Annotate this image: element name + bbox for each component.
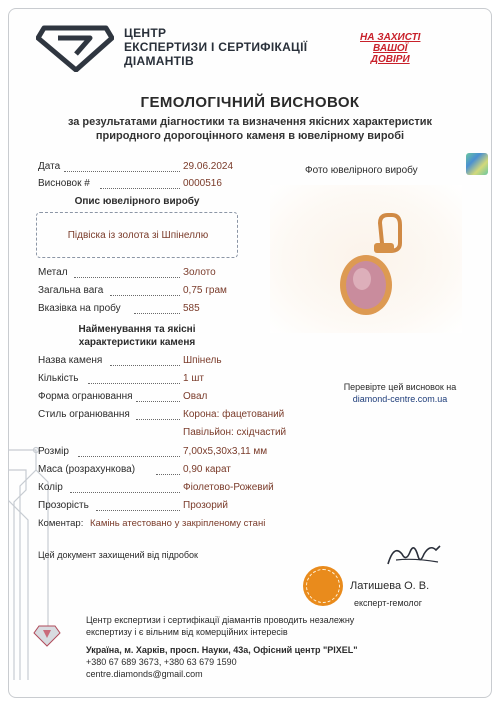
slogan-line-3: ДОВІРИ [370, 54, 410, 65]
verify-url[interactable]: diamond-centre.com.ua [352, 394, 448, 404]
dotted-leader [136, 393, 180, 402]
count-label: Кількість [38, 373, 79, 384]
description-text: Підвіска із золота зі Шпінеллю [67, 230, 209, 241]
hologram-icon [466, 153, 488, 175]
conclusion-value: 0000516 [183, 178, 222, 189]
weight-label: Загальна вага [38, 285, 104, 296]
certificate-card [8, 8, 492, 698]
count-value: 1 шт [183, 373, 204, 384]
org-line-1: ЦЕНТР [124, 26, 167, 40]
slogan-line-2: ВАШОЇ [373, 43, 408, 54]
dotted-leader [100, 180, 180, 189]
org-line-3: ДІАМАНТІВ [124, 54, 194, 68]
stone-name-label: Назва каменя [38, 355, 103, 366]
dotted-leader [134, 305, 180, 314]
verify-block [330, 381, 470, 405]
gem-icon [33, 624, 61, 648]
comment-value: Камінь атестовано у закріпленому стані [90, 518, 266, 529]
dotted-leader [110, 357, 180, 366]
size-value: 7,00х5,30х3,11 мм [183, 446, 268, 457]
weight-value: 0,75 грам [183, 285, 227, 296]
style-label: Стиль огранювання [38, 409, 130, 420]
signature-image [384, 540, 444, 572]
color-value: Фіолетово-Рожевий [183, 482, 274, 493]
subtitle-line-2: природного дорогоцінного каменя в ювелірному виробі [95, 130, 405, 142]
footer-line-1: Центр експертизи і сертифікації діамантів проводить незалежну [86, 615, 355, 625]
description-heading: Опис ювелірного виробу [74, 196, 200, 207]
subtitle-line-1: за результатами діагностики та визначення якісних характеристик [67, 116, 433, 128]
shape-value: Овал [183, 391, 208, 402]
document-title: ГЕМОЛОГІЧНИЙ ВИСНОВОК [140, 94, 360, 111]
color-label: Колір [38, 482, 63, 493]
probe-label: Вказівка на пробу [38, 303, 121, 314]
verify-text: Перевірте цей висновок на [343, 382, 457, 392]
document-subtitle [40, 115, 460, 143]
probe-value: 585 [183, 303, 200, 314]
organization-name [124, 26, 307, 68]
signer-name: Латишева О. В. [350, 580, 430, 592]
mass-value: 0,90 карат [183, 464, 231, 475]
footer-email[interactable]: centre.diamonds@gmail.com [86, 669, 203, 679]
protection-slogan [360, 32, 420, 65]
dotted-leader [136, 411, 180, 420]
date-label: Дата [38, 161, 61, 172]
dotted-leader [64, 163, 180, 172]
footer-address: Україна, м. Харків, просп. Науки, 43а, Офісний центр "PIXEL" [86, 645, 358, 655]
org-line-2: ЕКСПЕРТИЗИ І СЕРТИФІКАЦІЇ [124, 40, 308, 54]
stone-heading [36, 323, 238, 349]
dotted-leader [88, 375, 180, 384]
size-label: Розмір [38, 446, 69, 457]
jewelry-photo [270, 185, 462, 333]
stone-name-value: Шпінель [183, 355, 222, 366]
footer-phones: +380 67 689 3673, +380 63 679 1590 [86, 657, 237, 667]
comment-label: Коментар: [38, 518, 84, 529]
dotted-leader [70, 484, 180, 493]
stone-heading-line-2: характеристики каменя [78, 337, 196, 348]
shape-label: Форма огранювання [38, 391, 133, 402]
diamond-logo-icon [36, 24, 114, 72]
photo-label: Фото ювелірного виробу [305, 165, 418, 176]
dotted-leader [74, 269, 180, 278]
date-value: 29.06.2024 [183, 161, 234, 172]
mass-label: Маса (розрахункова) [38, 464, 136, 475]
slogan-line-1: НА ЗАХИСТІ [360, 32, 421, 43]
metal-label: Метал [38, 267, 68, 278]
metal-value: Золото [183, 267, 216, 278]
clarity-value: Прозорий [183, 500, 228, 511]
description-box [36, 212, 238, 258]
dotted-leader [78, 448, 180, 457]
stone-heading-line-1: Найменування та якісні [78, 324, 196, 335]
clarity-label: Прозорість [38, 500, 89, 511]
footer-contacts [86, 644, 358, 680]
dotted-leader [156, 466, 180, 475]
pendant-image [270, 185, 462, 333]
signer-role: експерт-гемолог [354, 598, 423, 608]
conclusion-label: Висновок # [38, 178, 90, 189]
seal-inner-ring [306, 569, 340, 603]
footer-text [86, 614, 354, 638]
style-value: Корона: фацетований [183, 409, 285, 420]
protected-text: Цей документ захищений від підробок [38, 550, 198, 560]
dotted-leader [96, 502, 180, 511]
style-value-2: Павільйон: східчастий [183, 427, 287, 438]
dotted-leader [110, 287, 180, 296]
footer-line-2: експертизу і є вільним від комерційних інтересів [86, 627, 288, 637]
